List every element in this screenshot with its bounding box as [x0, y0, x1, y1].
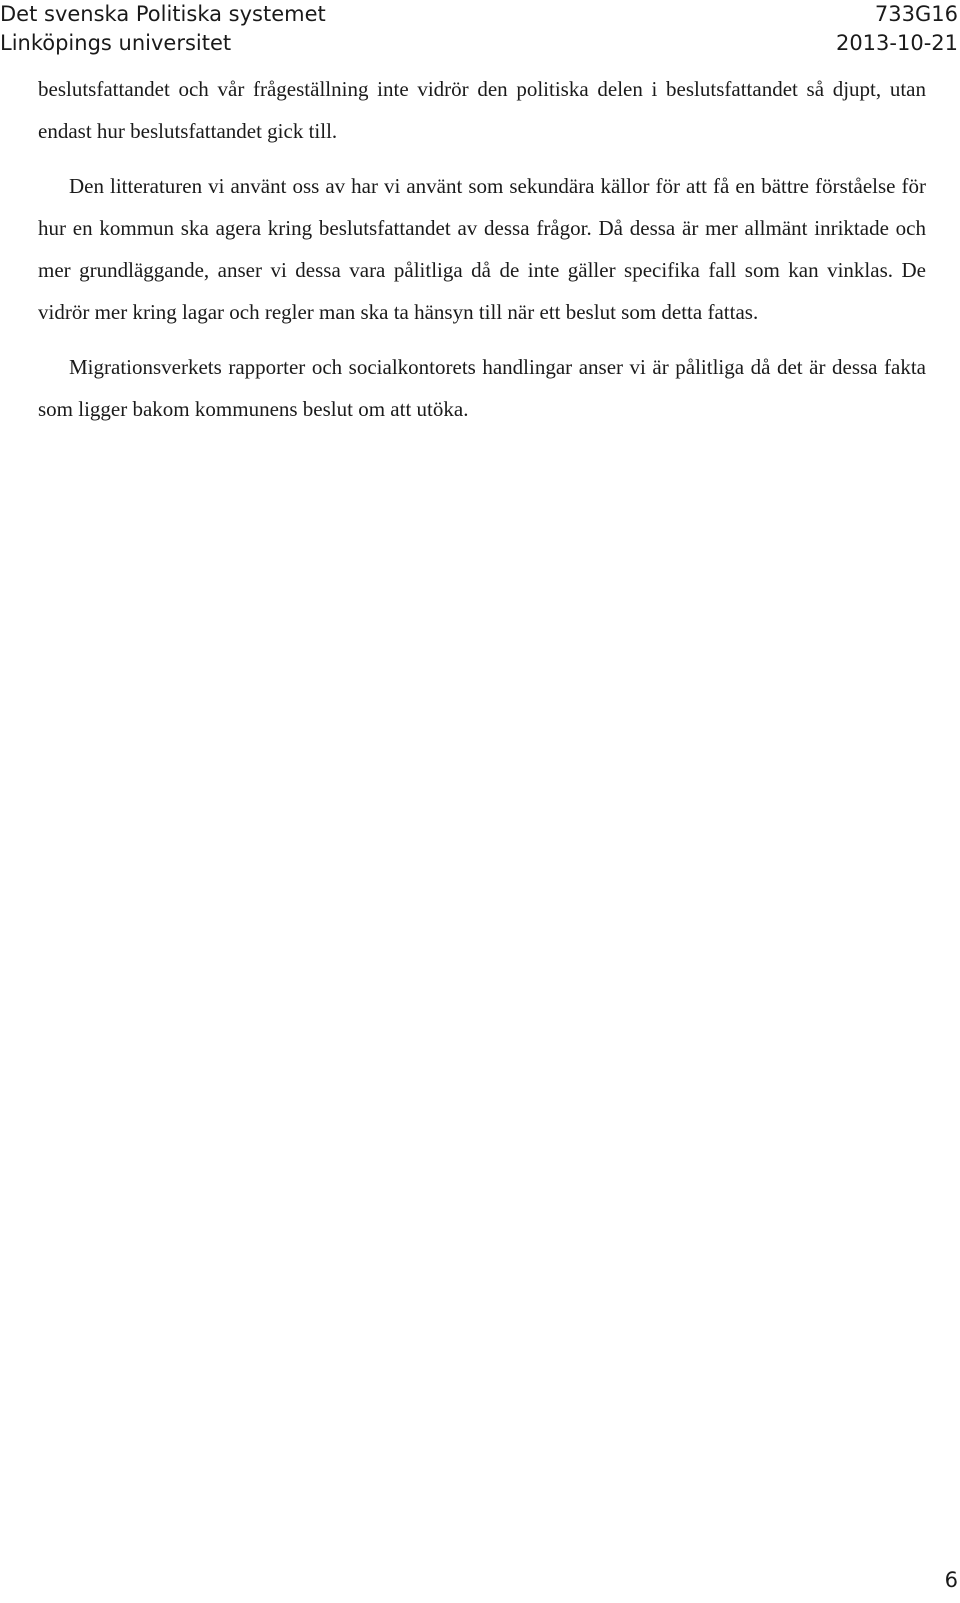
header-row-top [0, 0, 960, 29]
course-code: 733G16 [874, 2, 958, 26]
page-number: 6 [944, 1568, 958, 1592]
paragraph-continued: beslutsfattandet och vår frågeställning inte vidrör den politiska delen i beslutsfattandet så djupt, utan endast hur beslutsfattandet gick till. [38, 77, 926, 143]
university-name: Linköpings universitet [0, 31, 232, 55]
document-date: 2013-10-21 [835, 31, 958, 55]
paragraph-literature: Den litteraturen vi använt oss av har vi använt som sekundära källor för att få en bättre förståelse för hur en kommun ska agera kring beslutsfattandet av dessa frågor. Då dessa är mer allmänt inriktade och mer grundläggande, anser vi dessa vara pålitliga då de inte gäller specifika fall som kan vinklas. De vidrör mer kring lagar och regler man ska ta hänsyn till när ett beslut som detta fattas. [38, 174, 926, 324]
paragraph-sources: Migrationsverkets rapporter och socialkontorets handlingar anser vi är pålitliga då det är dessa fakta som ligger bakom kommunens beslut om att utöka. [38, 355, 926, 421]
course-title: Det svenska Politiska systemet [0, 2, 326, 26]
document-body [38, 68, 926, 430]
header-row-bottom [0, 29, 960, 58]
running-header [0, 0, 960, 58]
